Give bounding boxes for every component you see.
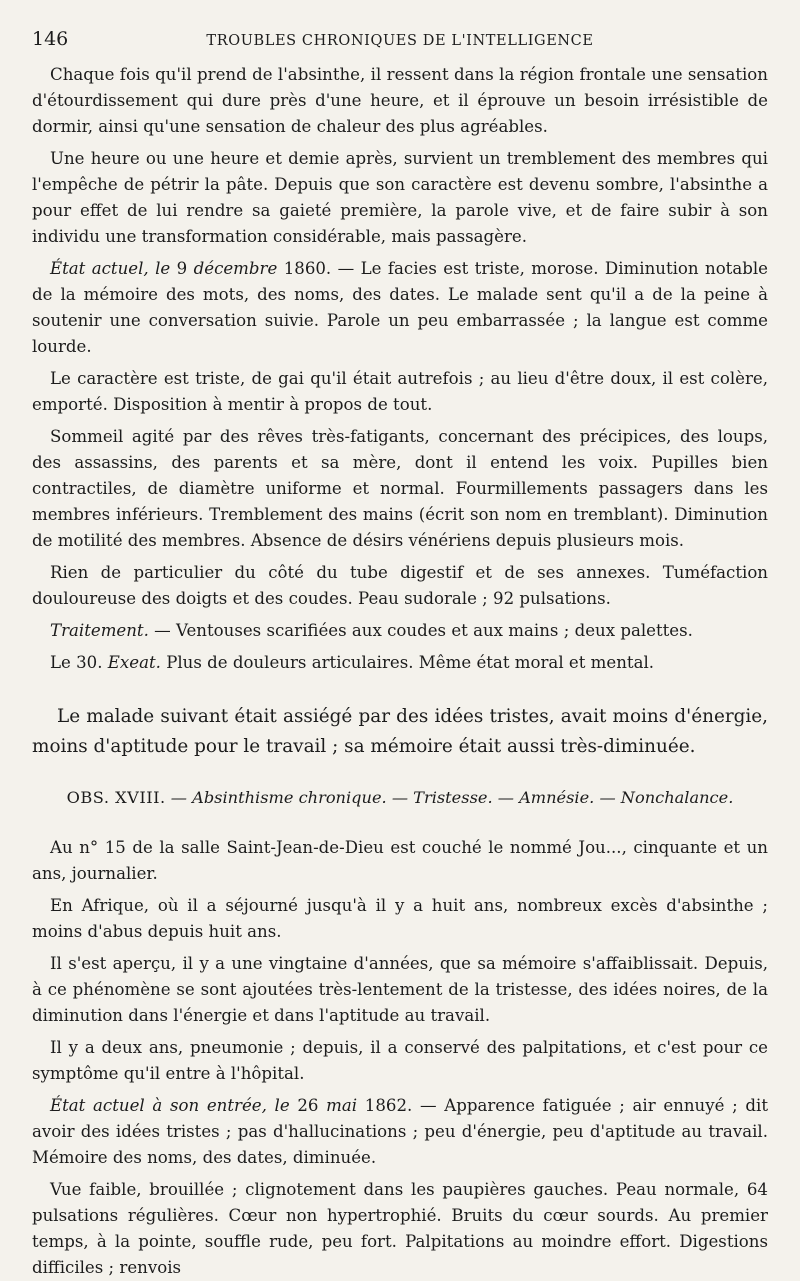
observation-number: OBS. XVIII. [66,788,166,807]
intro-paragraph: Le malade suivant était assiégé par des idées tristes, avait moins d'énergie, moins d'aptitude pour le travail ; sa mémoire était aussi très-diminuée. [32,706,768,757]
paragraph: Une heure ou une heure et demie après, survient un tremblement des membres qui l'empêche de pétrir la pâte. Depuis que son caractère est devenu sombre, l'absinthe a pour effet de lui rendre sa gaieté première, la parole vive, et de faire subir à son individu une transformation considérable, mais passagère. [32,149,768,246]
paragraph-text: Le 30. [50,653,108,672]
date-number: 26 [289,1096,327,1115]
italic-label: mai [326,1096,358,1115]
page-header [32,28,768,58]
observation-title: — Absinthisme chronique. — Tristesse. — Amnésie. — Nonchalance. [165,788,734,807]
paragraph: En Afrique, où il a séjourné jusqu'à il y a huit ans, nombreux excès d'absinthe ; moins d'abus depuis huit ans. [32,896,768,941]
section-1 [32,62,768,676]
paragraph-text: — Ventouses scarifiées aux coudes et aux mains ; deux palettes. [148,621,693,640]
date-number: 9 [170,259,194,278]
paragraph: Rien de particulier du côté du tube digestif et de ses annexes. Tuméfaction douloureuse des doigts et des coudes. Peau sudorale ; 92 pulsations. [32,563,768,608]
paragraph: Le caractère est triste, de gai qu'il était autrefois ; au lieu d'être doux, il est colère, emporté. Disposition à mentir à propos de tout. [32,369,768,414]
paragraph: Sommeil agité par des rêves très-fatigants, concernant des précipices, des loups, des assassins, des parents et sa mère, dont il entend les voix. Pupilles bien contractiles, de diamètre uniforme et normal. Fourmillements passagers dans les membres inférieurs. Tremblement des mains (écrit son nom en tremblant). Diminution de motilité des membres. Absence de désirs vénériens depuis plusieurs mois. [32,427,768,550]
italic-label: État actuel à son entrée, [50,1096,275,1115]
paragraph [32,618,768,644]
paragraph: Il y a deux ans, pneumonie ; depuis, il a conservé des palpitations, et c'est pour ce symptôme qu'il entre à l'hôpital. [32,1038,768,1083]
paragraph-text: 1862. — Apparence fatiguée ; air ennuyé ; dit avoir des idées tristes ; pas d'hallucinations ; peu d'énergie, peu d'aptitude au travail. Mémoire des noms, des dates, diminuée. [32,1096,768,1167]
running-title: TROUBLES CHRONIQUES DE L'INTELLIGENCE [206,33,594,49]
paragraph: Chaque fois qu'il prend de l'absinthe, il ressent dans la région frontale une sensation d'étourdissement qui dure près d'une heure, et il éprouve un besoin irrésistible de dormir, ainsi qu'une sensation de chaleur des plus agréables. [32,65,768,136]
paragraph: Au n° 15 de la salle Saint-Jean-de-Dieu est couché le nommé Jou..., cinquante et un ans, journalier. [32,838,768,883]
italic-label: le [274,1096,290,1115]
page-number: 146 [32,28,69,50]
italic-label: Exeat. [107,653,161,672]
italic-label: État actuel, [50,259,156,278]
paragraph-text: Plus de douleurs articulaires. Même état moral et mental. [160,653,655,672]
italic-label: décembre [193,259,278,278]
paragraph: Il s'est aperçu, il y a une vingtaine d'années, que sa mémoire s'affaiblissait. Depuis, à ce phénomène se sont ajoutées très-lentement de la tristesse, des idées noires, de la diminution dans l'énergie et dans l'aptitude au travail. [32,954,768,1025]
section-2 [32,835,768,1281]
paragraph [32,256,768,360]
observation-heading [32,788,768,807]
paragraph [32,650,768,676]
paragraph-text: 1860. — Le facies est triste, morose. Diminution notable de la mémoire des mots, des noms, des dates. Le malade sent qu'il a de la peine à soutenir une conversation suivie. Parole un peu embarrassée ; la langue est comme lourde. [32,259,768,356]
paragraph: Vue faible, brouillée ; clignotement dans les paupières gauches. Peau normale, 64 pulsations régulières. Cœur non hypertrophié. Bruits du cœur sourds. Au premier temps, à la pointe, souffle rude, peu fort. Palpitations au moindre effort. Digestions difficiles ; renvois [32,1180,768,1277]
paragraph [32,1093,768,1171]
italic-label: le [155,259,171,278]
italic-label: Traitement. [50,621,149,640]
